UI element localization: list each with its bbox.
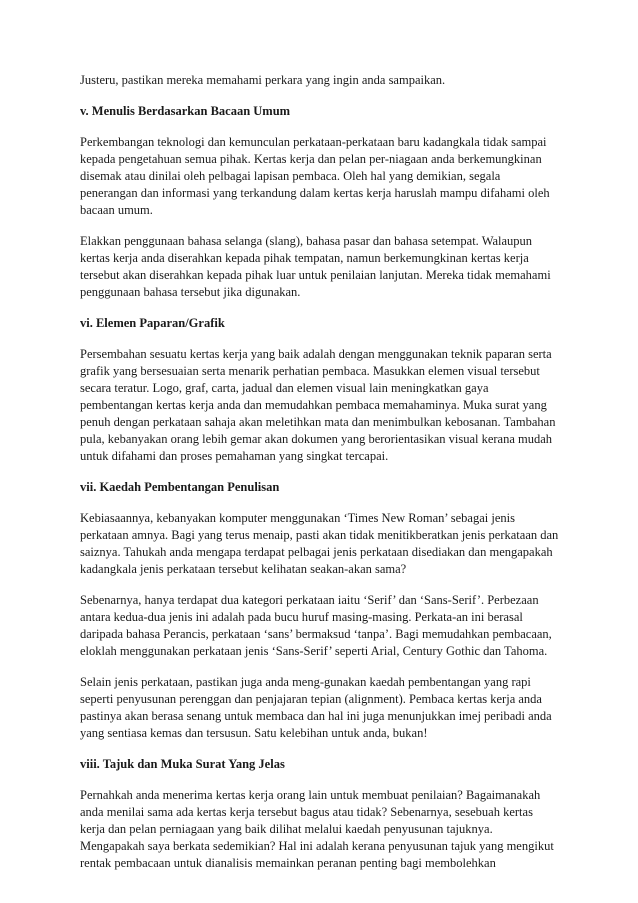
intro-paragraph: Justeru, pastikan mereka memahami perkara yang ingin anda sampaikan. xyxy=(80,73,446,87)
section-heading-viii: viii. Tajuk dan Muka Surat Yang Jelas xyxy=(80,757,285,771)
paragraph-vii-1: Kebiasaannya, kebanyakan komputer menggunakan ‘Times New Roman’ sebagai jenis perkataan amnya. Bagi yang terus menaip, pasti akan tidak menitikberatkan jenis perkataan dan saiznya. Tahukah anda mengapa terdapat pelbagai jenis perkataan disediakan dan mengapakah kadangkala jenis perkataan tersebut kelihatan seakan-akan sama? xyxy=(80,511,559,576)
paragraph-vi-1: Persembahan sesuatu kertas kerja yang baik adalah dengan menggunakan teknik paparan serta grafik yang bersesuaian serta menarik perhatian pembaca. Masukkan elemen visual tersebut secara teratur. Logo, graf, carta, jadual dan elemen visual lain meningkatkan gaya pembentangan kertas kerja anda dan memudahkan pembaca memahaminya. Muka surat yang penuh dengan perkataan sahaja akan meletihkan mata dan menimbulkan kebosanan. Tambahan pula, kebanyakan orang lebih gemar akan dokumen yang berorientasikan visual kerana mudah untuk difahami dan proses pemahaman yang singkat tercapai. xyxy=(80,347,556,463)
paragraph-v-2: Elakkan penggunaan bahasa selanga (slang), bahasa pasar dan bahasa setempat. Walaupun kertas kerja anda diserahkan kepada pihak tempatan, namun berkemungkinan kertas kerja tersebut akan diserahkan kepada pihak luar untuk penilaian lanjutan. Mereka tidak memahami penggunaan bahasa tersebut jika digunakan. xyxy=(80,234,551,299)
section-heading-vii: vii. Kaedah Pembentangan Penulisan xyxy=(80,480,280,494)
paragraph-v-1: Perkembangan teknologi dan kemunculan perkataan-perkataan baru kadangkala tidak sampai kepada pengetahuan semua pihak. Kertas kerja dan pelan per-niagaan anda berkemungkinan disemak atau dinilai oleh pelbagai lapisan pembaca. Oleh hal yang demikian, segala penerangan dan informasi yang terkandung dalam kertas kerja haruslah mampu difahami oleh bacaan umum. xyxy=(80,135,550,217)
section-heading-v: v. Menulis Berdasarkan Bacaan Umum xyxy=(80,104,291,118)
document-page xyxy=(80,72,560,886)
paragraph-vii-2: Sebenarnya, hanya terdapat dua kategori perkataan iaitu ‘Serif’ dan ‘Sans-Serif’. Perbezaan antara kedua-dua jenis ini adalah pada bucu huruf masing-masing. Perkata-an ini berasal daripada bahasa Perancis, perkataan ‘sans’ bermaksud ‘tanpa’. Bagi memudahkan pembacaan, eloklah menggunakan perkataan jenis ‘Sans-Serif’ seperti Arial, Century Gothic dan Tahoma. xyxy=(80,593,552,658)
paragraph-vii-3: Selain jenis perkataan, pastikan juga anda meng-gunakan kaedah pembentangan yang rapi seperti penyusunan perenggan dan penjajaran tepian (alignment). Pembaca kertas kerja anda pastinya akan berasa senang untuk membaca dan hal ini juga menunjukkan imej peribadi anda yang sentiasa kemas dan tersusun. Satu kelebihan untuk anda, bukan! xyxy=(80,675,552,740)
paragraph-viii-1: Pernahkah anda menerima kertas kerja orang lain untuk membuat penilaian? Bagaimanakah anda menilai sama ada kertas kerja tersebut bagus atau tidak? Sebenarnya, sesebuah kertas kerja dan pelan perniagaan yang baik dilihat melalui kaedah penyusunan tajuknya. Mengapakah saya berkata sedemikian? Hal ini adalah kerana penyusunan tajuk yang mengikut rentak pembacaan untuk dianalisis memainkan peranan penting bagi membolehkan xyxy=(80,788,554,870)
section-heading-vi: vi. Elemen Paparan/Grafik xyxy=(80,316,225,330)
